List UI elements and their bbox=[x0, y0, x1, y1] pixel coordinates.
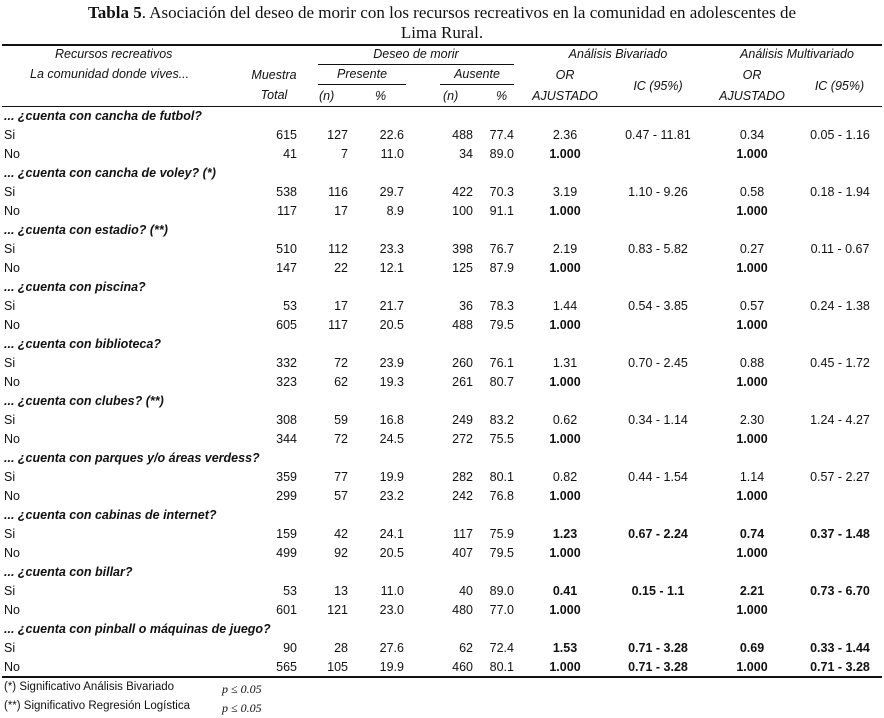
cell-or2: 1.000 bbox=[736, 603, 768, 617]
row-category: No bbox=[4, 546, 20, 560]
footnote-bivariado-p: p ≤ 0.05 bbox=[222, 682, 262, 696]
header-pct-presente: % bbox=[375, 89, 387, 103]
cell-total: 323 bbox=[276, 375, 297, 389]
cell-total: 41 bbox=[283, 147, 297, 161]
cell-or2: 1.000 bbox=[736, 546, 768, 560]
cell-pn: 112 bbox=[328, 242, 348, 256]
cell-ap: 75.9 bbox=[489, 527, 514, 541]
cell-pp: 19.3 bbox=[379, 375, 404, 389]
cell-total: 299 bbox=[276, 489, 297, 503]
cell-ic2: 0.11 - 0.67 bbox=[810, 242, 870, 256]
cell-pp: 20.5 bbox=[379, 318, 404, 332]
cell-or1: 1.44 bbox=[552, 299, 578, 313]
row-category: No bbox=[4, 603, 20, 617]
cell-or2: 2.21 bbox=[739, 584, 765, 598]
cell-ap: 76.1 bbox=[489, 356, 514, 370]
cell-ap: 80.1 bbox=[489, 660, 514, 674]
row-category: No bbox=[4, 318, 20, 332]
header-muestra: Muestra bbox=[251, 68, 297, 82]
cell-total: 538 bbox=[276, 185, 297, 199]
cell-ic2: 0.33 - 1.44 bbox=[810, 641, 870, 655]
header-or-bivariado: OR bbox=[555, 68, 575, 82]
cell-pp: 11.0 bbox=[380, 147, 404, 161]
section-label: ... ¿cuenta con cancha de voley? (*) bbox=[4, 166, 216, 180]
cell-total: 332 bbox=[276, 356, 297, 370]
cell-or1: 2.36 bbox=[552, 128, 578, 142]
cell-or1: 1.000 bbox=[549, 147, 581, 161]
cell-ap: 89.0 bbox=[489, 584, 514, 598]
header-pct-ausente: % bbox=[496, 89, 508, 103]
cell-pp: 8.9 bbox=[386, 204, 404, 218]
cell-ic1: 0.67 - 2.24 bbox=[628, 527, 688, 541]
cell-an: 480 bbox=[452, 603, 473, 617]
cell-or2: 1.000 bbox=[736, 660, 768, 674]
cell-ap: 76.8 bbox=[489, 489, 514, 503]
cell-or1: 0.41 bbox=[552, 584, 578, 598]
cell-ic1: 0.44 - 1.54 bbox=[628, 470, 688, 484]
row-category: No bbox=[4, 489, 20, 503]
cell-pp: 12.1 bbox=[379, 261, 404, 275]
cell-pp: 22.6 bbox=[379, 128, 404, 142]
row-category: No bbox=[4, 147, 20, 161]
cell-pn: 62 bbox=[334, 375, 348, 389]
row-category: Si bbox=[4, 299, 16, 313]
row-category: Si bbox=[4, 584, 16, 598]
cell-total: 53 bbox=[283, 299, 297, 313]
cell-or1: 1.23 bbox=[552, 527, 578, 541]
cell-ic1: 0.34 - 1.14 bbox=[628, 413, 688, 427]
cell-pn: 117 bbox=[328, 318, 348, 332]
cell-or2: 0.58 bbox=[739, 185, 765, 199]
header-or-multivariado: OR bbox=[742, 68, 762, 82]
cell-or1: 1.000 bbox=[549, 546, 581, 560]
cell-ic1: 0.54 - 3.85 bbox=[628, 299, 688, 313]
footnote-logistica: (**) Significativo Regresión Logística bbox=[4, 700, 191, 712]
cell-pp: 29.7 bbox=[379, 185, 404, 199]
row-category: No bbox=[4, 204, 20, 218]
cell-pn: 72 bbox=[334, 432, 348, 446]
cell-an: 242 bbox=[452, 489, 473, 503]
cell-an: 260 bbox=[452, 356, 473, 370]
cell-ap: 75.5 bbox=[489, 432, 514, 446]
section-label: ... ¿cuenta con biblioteca? bbox=[4, 337, 161, 351]
cell-ic1: 0.71 - 3.28 bbox=[628, 660, 688, 674]
cell-or2: 1.000 bbox=[736, 261, 768, 275]
cell-ap: 89.0 bbox=[489, 147, 514, 161]
cell-ic2: 0.73 - 6.70 bbox=[810, 584, 870, 598]
cell-or1: 0.82 bbox=[552, 470, 578, 484]
cell-an: 261 bbox=[452, 375, 473, 389]
cell-ic2: 0.18 - 1.94 bbox=[810, 185, 870, 199]
cell-ap: 78.3 bbox=[489, 299, 514, 313]
table-title-line2: Lima Rural. bbox=[400, 23, 484, 42]
cell-ic2: 0.71 - 3.28 bbox=[810, 660, 870, 674]
cell-or2: 1.000 bbox=[736, 318, 768, 332]
cell-pn: 72 bbox=[334, 356, 348, 370]
deseo-underline bbox=[318, 64, 514, 65]
cell-an: 62 bbox=[459, 641, 473, 655]
section-label: ... ¿cuenta con pinball o máquinas de juego? bbox=[4, 622, 271, 636]
section-label: ... ¿cuenta con clubes? (**) bbox=[4, 394, 164, 408]
cell-ap: 83.2 bbox=[489, 413, 514, 427]
cell-an: 34 bbox=[459, 147, 473, 161]
cell-or1: 1.000 bbox=[549, 318, 581, 332]
cell-ap: 72.4 bbox=[489, 641, 514, 655]
cell-total: 615 bbox=[276, 128, 297, 142]
cell-pp: 20.5 bbox=[379, 546, 404, 560]
cell-ic1: 0.71 - 3.28 bbox=[628, 641, 688, 655]
row-category: Si bbox=[4, 356, 16, 370]
row-category: Si bbox=[4, 413, 16, 427]
cell-an: 36 bbox=[459, 299, 473, 313]
cell-total: 565 bbox=[276, 660, 297, 674]
cell-or2: 1.000 bbox=[736, 147, 768, 161]
cell-total: 344 bbox=[276, 432, 297, 446]
section-label: ... ¿cuenta con cabinas de internet? bbox=[4, 508, 217, 522]
header-multivariado: Análisis Multivariado bbox=[740, 47, 854, 61]
cell-an: 249 bbox=[452, 413, 473, 427]
cell-or1: 1.000 bbox=[549, 660, 581, 674]
cell-ap: 79.5 bbox=[489, 318, 514, 332]
cell-ic1: 0.83 - 5.82 bbox=[628, 242, 688, 256]
cell-or1: 1.000 bbox=[549, 432, 581, 446]
section-label: ... ¿cuenta con billar? bbox=[4, 565, 133, 579]
cell-or1: 1.000 bbox=[549, 603, 581, 617]
cell-or2: 1.14 bbox=[739, 470, 765, 484]
cell-pp: 21.7 bbox=[379, 299, 404, 313]
row-category: No bbox=[4, 261, 20, 275]
cell-pn: 105 bbox=[327, 660, 348, 674]
header-n-ausente: (n) bbox=[443, 89, 459, 103]
cell-or1: 1.000 bbox=[549, 489, 581, 503]
cell-or2: 1.000 bbox=[736, 375, 768, 389]
cell-pp: 23.2 bbox=[379, 489, 404, 503]
row-category: No bbox=[4, 660, 20, 674]
cell-ic2: 0.05 - 1.16 bbox=[810, 128, 870, 142]
ausente-underline bbox=[440, 84, 514, 85]
footnote-logistica-p: p ≤ 0.05 bbox=[222, 701, 262, 715]
cell-or2: 1.000 bbox=[736, 489, 768, 503]
cell-an: 422 bbox=[452, 185, 473, 199]
cell-an: 460 bbox=[452, 660, 473, 674]
cell-or1: 0.62 bbox=[552, 413, 578, 427]
presente-underline bbox=[318, 84, 406, 85]
header-ic-multivariado: IC (95%) bbox=[814, 79, 865, 93]
cell-pp: 19.9 bbox=[379, 470, 404, 484]
cell-pp: 24.1 bbox=[379, 527, 404, 541]
cell-pn: 28 bbox=[334, 641, 348, 655]
cell-total: 159 bbox=[276, 527, 297, 541]
row-category: Si bbox=[4, 128, 16, 142]
header-rule bbox=[2, 106, 882, 107]
cell-an: 488 bbox=[452, 128, 473, 142]
cell-pn: 17 bbox=[334, 299, 348, 313]
header-presente: Presente bbox=[336, 67, 388, 81]
cell-ic1: 0.15 - 1.1 bbox=[631, 584, 685, 598]
section-label: ... ¿cuenta con estadio? (**) bbox=[4, 223, 168, 237]
bottom-rule bbox=[2, 676, 882, 678]
cell-total: 90 bbox=[283, 641, 297, 655]
section-label: ... ¿cuenta con parques y/o áreas verdess? bbox=[4, 451, 260, 465]
cell-ic1: 0.47 - 11.81 bbox=[625, 128, 691, 142]
cell-ic2: 0.57 - 2.27 bbox=[810, 470, 870, 484]
cell-an: 282 bbox=[452, 470, 473, 484]
cell-an: 100 bbox=[452, 204, 473, 218]
header-recursos: Recursos recreativos bbox=[55, 47, 173, 61]
cell-or2: 0.57 bbox=[739, 299, 765, 313]
cell-or1: 1.000 bbox=[549, 375, 581, 389]
cell-or2: 0.69 bbox=[739, 641, 765, 655]
cell-ap: 77.0 bbox=[489, 603, 514, 617]
cell-pp: 23.3 bbox=[379, 242, 404, 256]
cell-or1: 2.19 bbox=[552, 242, 578, 256]
row-category: Si bbox=[4, 641, 16, 655]
cell-pn: 77 bbox=[334, 470, 348, 484]
table-label: Tabla 5 bbox=[88, 3, 142, 22]
cell-pn: 7 bbox=[341, 147, 348, 161]
section-label: ... ¿cuenta con piscina? bbox=[4, 280, 146, 294]
cell-ic2: 0.24 - 1.38 bbox=[810, 299, 870, 313]
cell-or2: 0.34 bbox=[739, 128, 765, 142]
header-bivariado: Análisis Bivariado bbox=[568, 47, 668, 61]
row-category: No bbox=[4, 432, 20, 446]
cell-pn: 13 bbox=[334, 584, 348, 598]
footnote-bivariado: (*) Significativo Análisis Bivariado bbox=[4, 681, 175, 693]
cell-pp: 27.6 bbox=[379, 641, 404, 655]
cell-or2: 0.27 bbox=[739, 242, 765, 256]
header-ic-bivariado: IC (95%) bbox=[633, 79, 683, 93]
row-category: Si bbox=[4, 185, 16, 199]
cell-ic2: 1.24 - 4.27 bbox=[810, 413, 870, 427]
cell-or1: 1.53 bbox=[552, 641, 578, 655]
cell-pp: 16.8 bbox=[379, 413, 404, 427]
cell-pn: 116 bbox=[328, 185, 348, 199]
cell-pn: 59 bbox=[334, 413, 348, 427]
row-category: No bbox=[4, 375, 20, 389]
cell-an: 125 bbox=[452, 261, 473, 275]
row-category: Si bbox=[4, 527, 16, 541]
cell-or2: 1.000 bbox=[736, 204, 768, 218]
cell-total: 359 bbox=[276, 470, 297, 484]
header-comunidad: La comunidad donde vives... bbox=[30, 67, 190, 81]
cell-or1: 1.000 bbox=[549, 261, 581, 275]
cell-ic2: 0.45 - 1.72 bbox=[810, 356, 870, 370]
header-ausente: Ausente bbox=[454, 67, 500, 81]
cell-total: 117 bbox=[277, 204, 297, 218]
cell-ap: 91.1 bbox=[489, 204, 514, 218]
row-category: Si bbox=[4, 470, 16, 484]
cell-or2: 2.30 bbox=[739, 413, 765, 427]
cell-ap: 79.5 bbox=[489, 546, 514, 560]
cell-or2: 0.88 bbox=[739, 356, 765, 370]
cell-pp: 24.5 bbox=[379, 432, 404, 446]
row-category: Si bbox=[4, 242, 16, 256]
cell-total: 510 bbox=[276, 242, 297, 256]
cell-ic1: 0.70 - 2.45 bbox=[628, 356, 688, 370]
cell-an: 488 bbox=[452, 318, 473, 332]
cell-pp: 19.9 bbox=[379, 660, 404, 674]
cell-ap: 76.7 bbox=[489, 242, 514, 256]
cell-or1: 3.19 bbox=[552, 185, 578, 199]
cell-pn: 17 bbox=[334, 204, 348, 218]
header-ajustado-bivariado: AJUSTADO bbox=[532, 89, 598, 103]
cell-pp: 23.0 bbox=[379, 603, 404, 617]
cell-total: 601 bbox=[276, 603, 297, 617]
table-title-text: . Asociación del deseo de morir con los recursos recreativos en la comunidad en adolescentes de bbox=[141, 3, 796, 22]
cell-or1: 1.31 bbox=[552, 356, 578, 370]
cell-an: 272 bbox=[452, 432, 473, 446]
cell-an: 398 bbox=[452, 242, 473, 256]
cell-total: 53 bbox=[283, 584, 297, 598]
cell-ic2: 0.37 - 1.48 bbox=[810, 527, 870, 541]
cell-ap: 80.7 bbox=[489, 375, 514, 389]
cell-ap: 87.9 bbox=[489, 261, 514, 275]
cell-ap: 70.3 bbox=[489, 185, 514, 199]
section-label: ... ¿cuenta con cancha de futbol? bbox=[4, 109, 202, 123]
cell-an: 40 bbox=[459, 584, 473, 598]
cell-pn: 22 bbox=[334, 261, 348, 275]
header-deseo: Deseo de morir bbox=[373, 47, 459, 61]
cell-or2: 1.000 bbox=[736, 432, 768, 446]
table-title-line1 bbox=[0, 3, 884, 22]
cell-ic1: 1.10 - 9.26 bbox=[628, 185, 688, 199]
cell-pp: 23.9 bbox=[379, 356, 404, 370]
cell-total: 605 bbox=[276, 318, 297, 332]
cell-ap: 80.1 bbox=[489, 470, 514, 484]
cell-pp: 11.0 bbox=[380, 584, 404, 598]
cell-total: 308 bbox=[276, 413, 297, 427]
cell-pn: 57 bbox=[334, 489, 348, 503]
cell-total: 147 bbox=[276, 261, 297, 275]
cell-an: 117 bbox=[453, 527, 473, 541]
header-total: Total bbox=[260, 88, 288, 102]
header-n-presente: (n) bbox=[319, 89, 335, 103]
cell-total: 499 bbox=[276, 546, 297, 560]
top-rule bbox=[2, 44, 882, 46]
cell-or2: 0.74 bbox=[739, 527, 765, 541]
cell-pn: 92 bbox=[334, 546, 348, 560]
cell-pn: 42 bbox=[334, 527, 348, 541]
cell-or1: 1.000 bbox=[549, 204, 581, 218]
cell-pn: 121 bbox=[327, 603, 348, 617]
cell-pn: 127 bbox=[327, 128, 348, 142]
cell-ap: 77.4 bbox=[489, 128, 514, 142]
header-ajustado-multivariado: AJUSTADO bbox=[719, 89, 785, 103]
cell-an: 407 bbox=[452, 546, 473, 560]
